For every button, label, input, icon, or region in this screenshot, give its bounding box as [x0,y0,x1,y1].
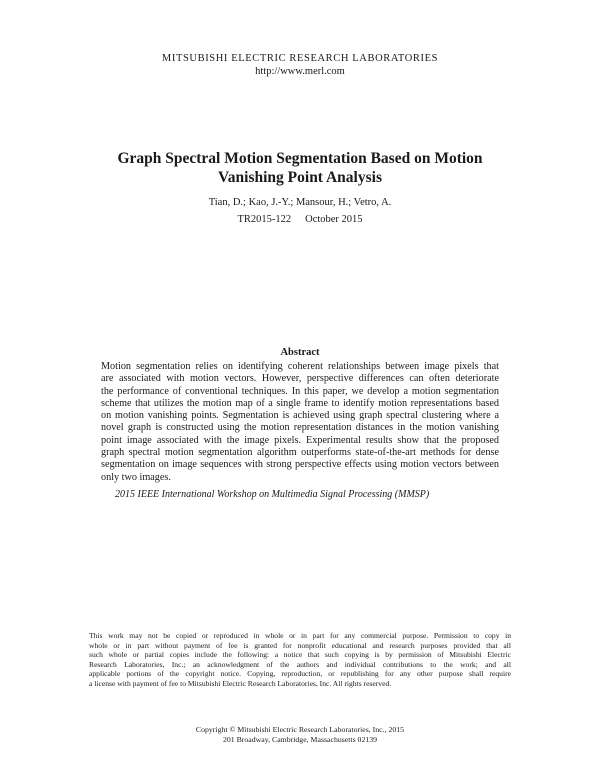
lab-url[interactable]: http://www.merl.com [255,66,345,77]
abstract-body [101,361,499,484]
notice-line: applicable portions of the copyright notice. Copying, reproduction, or republishing for any other purpose shall require [89,669,511,678]
publication-venue: 2015 IEEE International Workshop on Multimedia Signal Processing (MMSP) [115,489,430,500]
notice-line: a license with payment of fee to Mitsubishi Electric Research Laboratories, Inc. All rights reserved. [89,678,392,688]
paper-title-line-1: Graph Spectral Motion Segmentation Based on Motion [117,150,483,167]
lab-name: MITSUBISHI ELECTRIC RESEARCH LABORATORIES [161,53,439,64]
notice-line: such whole or partial copies include the following: a notice that such copying is by permission of Mitsubishi Electric [89,650,511,659]
paper-authors: Tian, D.; Kao, J.-Y.; Mansour, H.; Vetro, A. [208,197,392,208]
report-date: October 2015 [305,214,363,225]
abstract-line: point image associated with the image pixels. Experimental results show that the proposed [101,434,499,446]
abstract-line: Motion segmentation relies on identifying coherent relationships between image pixels that [101,361,499,372]
report-info [0,214,600,225]
abstract-line: segmentation on image sequences with strong perspective effects using motion vectors between [101,459,499,471]
abstract-line: only two images. [101,471,171,483]
abstract-line: novel graph is constructed using the motion representation distances in the motion vanishing [101,422,499,434]
copyright-line: Copyright © Mitsubishi Electric Research Laboratories, Inc., 2015 [195,725,405,734]
copyright-footer [0,725,600,744]
notice-line: whole or in part without payment of fee is granted for nonprofit educational and research purposes provided that all [89,640,511,650]
abstract-line: are associated with motion vectors. However, perspective differences can often deteriorate [101,373,499,385]
abstract-line: on motion vanishing points. Segmentation is achieved using graph spectral clustering where a [101,410,499,422]
abstract-heading: Abstract [280,347,320,358]
copy-notice [89,631,511,688]
report-number: TR2015-122 [237,214,292,225]
notice-line: This work may not be copied or reproduced in whole or in part for any commercial purpose. Permission to copy in [89,631,511,640]
abstract-line: scheme that utilizes the motion map of a single frame to identify motion representations based [101,397,499,409]
notice-line: Research Laboratories, Inc.; an acknowledgment of the authors and individual contributions to the work; and all [89,659,511,669]
address-line: 201 Broadway, Cambridge, Massachusetts 02139 [222,734,378,744]
paper-title [80,149,520,187]
abstract-line: graph spectral motion segmentation algorithm outperforms state-of-the-art methods for dense [101,447,499,459]
abstract-line: the performance of conventional techniques. In this paper, we develop a motion segmentation [101,385,499,397]
paper-title-line-2: Vanishing Point Analysis [218,169,382,186]
